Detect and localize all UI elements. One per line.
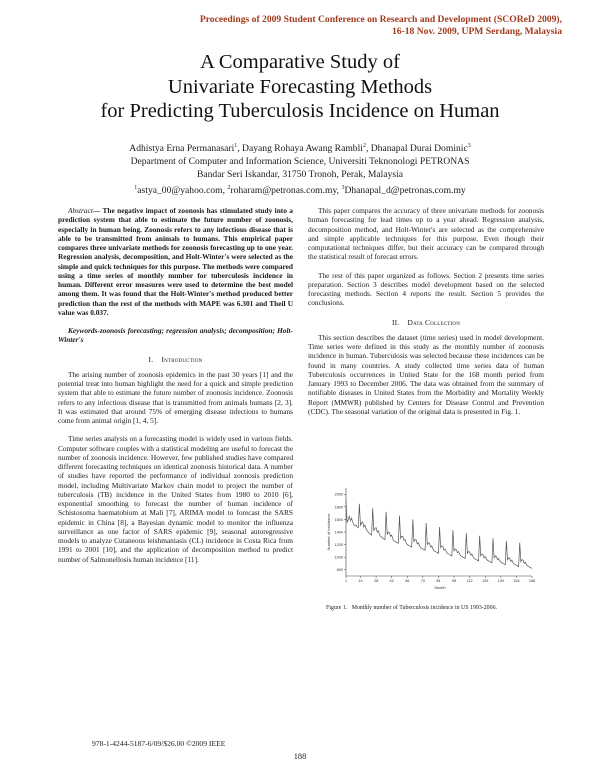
- x-tick-label: 112: [466, 579, 473, 583]
- figure-1-caption: [326, 604, 546, 612]
- author-separator: ,: [237, 143, 243, 155]
- section-1-number: I.: [148, 354, 154, 364]
- x-tick-label: 154: [513, 579, 520, 583]
- x-tick-label: 42: [389, 579, 394, 583]
- title-line-2: Univariate Forecasting Methods: [167, 75, 433, 98]
- copyright-footer: 978-1-4244-5187-6/09/$26.00 ©2009 IEEE: [92, 739, 226, 748]
- conference-line-2: 16-18 Nov. 2009, UPM Serdang, Malaysia: [391, 26, 562, 37]
- y-tick-label: 1400: [334, 530, 343, 535]
- author-2: Dayang Rohaya Awang Rambli: [242, 143, 363, 155]
- paper-title: [0, 50, 600, 124]
- x-tick-label: 98: [451, 579, 457, 583]
- figure-1-caption-number: Figure 1.: [326, 605, 348, 611]
- section-2-title: Data Collection: [407, 317, 461, 327]
- title-line-3: for Predicting Tuberculosis Incidence on Human: [100, 100, 500, 122]
- data-collection-paragraph: This section describes the dataset (time series) used in model development. Time series were defined in this study as the monthly number of zoonosis incidence in human. Tuberculosis was selected because these incidences can be found in many countries. A study collected time series data of human Tuberculosis occurrences in United State for the 168 month period from January 1993 to December 2006. The data was obtained from the summary of notifiable diseases in United States from the Morbidity and Mortality Weekly Report (MMWR) published by Centers for Disease Control and Prevention (CDC). The seasonal variation of the original data is presented in Fig. 1.: [308, 332, 544, 416]
- author-1-sup: 1: [234, 143, 238, 149]
- section-1-title: Introduction: [161, 354, 203, 364]
- author-3-sup: 3: [467, 143, 471, 149]
- section-1-heading: [58, 355, 293, 364]
- email-3-sup: 3: [341, 184, 345, 191]
- tb-incidence-chart: [320, 480, 538, 592]
- email-2: roharam@petronas.com.my,: [230, 184, 342, 196]
- x-tick-label: 70: [420, 579, 425, 583]
- x-tick-label: 140: [497, 579, 504, 583]
- x-tick-label: 28: [373, 579, 379, 583]
- author-affiliation: Department of Computer and Information Science, Universiti Teknonologi PETRONAS: [130, 155, 470, 167]
- chart-x-axis-label: Month: [434, 585, 446, 590]
- author-1: Adhistya Erna Permanasari: [129, 143, 235, 155]
- x-tick-label: 56: [405, 579, 410, 583]
- left-column: [58, 206, 293, 564]
- title-line-1: A Comparative Study of: [200, 51, 400, 73]
- right-paragraph-2: The rest of this paper organized as follows. Section 2 presents time series preparation. Section 3 describes model development based on the selected forecasting methods. Section 4 reports the result. Section 5 provides the conclusions.: [308, 270, 544, 308]
- x-tick-label: 14: [358, 579, 363, 583]
- abstract: [58, 206, 293, 317]
- conference-header: [200, 14, 562, 38]
- abstract-dash: —: [92, 206, 103, 215]
- abstract-text: The negative impact of zoonosis has stimulated study into a prediction system that able to estimate the future number of zoonosis, especially in human being. Zoonosis refers to any infectious disease that is able to be transmitted from animals to humans. This empirical paper compares three univariate methods for zoonosis forecasting up to one year. Regression analysis, decomposition, and Holt-Winter's were selected as the simple and quick techniques for this purpose. The methods were compared using a time series of monthly number for tuberculosis incidence in human. Different error measures were used to determine the best model among them. It was found that the Holt-Winter's method produced better prediction than the rest of the methods with MAPE was 6.301 and Theil U value was 0.037.: [58, 206, 293, 317]
- section-2-heading: [308, 318, 544, 327]
- author-3: Dhanapal Durai Dominic: [370, 143, 468, 155]
- y-tick-label: 1200: [334, 542, 343, 547]
- author-block: [0, 140, 600, 198]
- email-3: Dhanapal_d@petronas.com.my: [344, 184, 466, 196]
- y-tick-label: 2000: [334, 492, 343, 497]
- y-tick-label: 800: [336, 568, 343, 573]
- author-2-sup: 2: [362, 143, 366, 149]
- figure-1: [320, 480, 538, 592]
- chart-y-axis-label: Number of Incidence: [326, 513, 331, 551]
- page-number: 188: [293, 752, 307, 761]
- chart-y-ticks: [335, 493, 346, 572]
- author-names: [0, 140, 600, 156]
- x-tick-label: 126: [482, 579, 489, 583]
- abstract-label: Abstract: [68, 206, 93, 215]
- intro-paragraph-1: The arising number of zoonosis epidemics in the past 30 years [1] and the potential treat into human highlight the need for a quick and simple prediction system that able to estimate the future number of zoonosis incidence. Zoonosis refers to any infectious disease that is transmitted from animals humans [2, 3]. It was estimated that around 75% of emerging disease infections to humans come from animal origin [1, 4, 5].: [58, 369, 293, 425]
- author-separator: ,: [365, 143, 371, 155]
- x-tick-label: 84: [436, 579, 441, 583]
- tuberculosis-series-line: [346, 501, 532, 569]
- email-1-sup: 1: [134, 184, 138, 191]
- right-column: [308, 206, 544, 416]
- email-1: astya_00@yahoo.com,: [137, 184, 228, 196]
- chart-x-ticks: [345, 576, 535, 583]
- section-2-number: II.: [391, 317, 400, 327]
- y-tick-label: 1000: [334, 555, 343, 560]
- intro-paragraph-2: Time series analysis on a forecasting model is widely used in various fields. Computer software couples with a statistical modeling are useful to forecast the number of zoonosis incidence. However, few published studies have compared different forecasting techniques on identical zoonosis historical data. A number of studies have reported the performance of individual zoonosis prediction model, including Multivariate Markov chain model to project the number of tuberculosis (TB) incidence in the United States from 1980 to 2010 [6], exponential smoothing to forecast the number of human incidence of Schistosoma haematobium at Mali [7], ARIMA model to forecast the SARS epidemic in China [8], a Bayesian dynamic model to monitor the influenza surveillance as one factor of SARS epidemic [9], seasonal autoregressive models to analyze Cutaneous leishmaniasis (CL) incidence in Costa Rica from 1991 to 2001 [10], and the application of decomposition method to predict number of Salmonellosis human incidence [11].: [58, 434, 293, 564]
- email-2-sup: 2: [227, 184, 231, 191]
- right-paragraph-1: This paper compares the accuracy of three univariate methods for zoonosis human forecasting for lead times up to a year ahead. Regression analysis, decomposition method, and Holt-Winter's are selected as the comprehensive and simple applicable techniques for this purpose. Even though their computational techniques differ, but their accuracy can be compared through the statistical result of forecast errors.: [308, 206, 544, 262]
- x-tick-label: 168: [528, 579, 536, 583]
- y-tick-label: 1800: [334, 505, 343, 510]
- conference-line-1: Proceedings of 2009 Student Conference on Research and Development (SCOReD 2009),: [199, 14, 562, 25]
- author-emails: [0, 182, 600, 198]
- figure-1-caption-text: Monthly number of Tuberculosis incidence in US 1993-2006.: [351, 605, 497, 611]
- x-tick-label: 1: [344, 579, 348, 583]
- author-address: Bandar Seri Iskandar, 31750 Tronoh, Perak, Malaysia: [196, 168, 404, 180]
- keywords: Keywords-zoonosis forecasting; regression analysis; decomposition; Holt-Winter's: [58, 326, 293, 345]
- y-tick-label: 1600: [334, 517, 343, 522]
